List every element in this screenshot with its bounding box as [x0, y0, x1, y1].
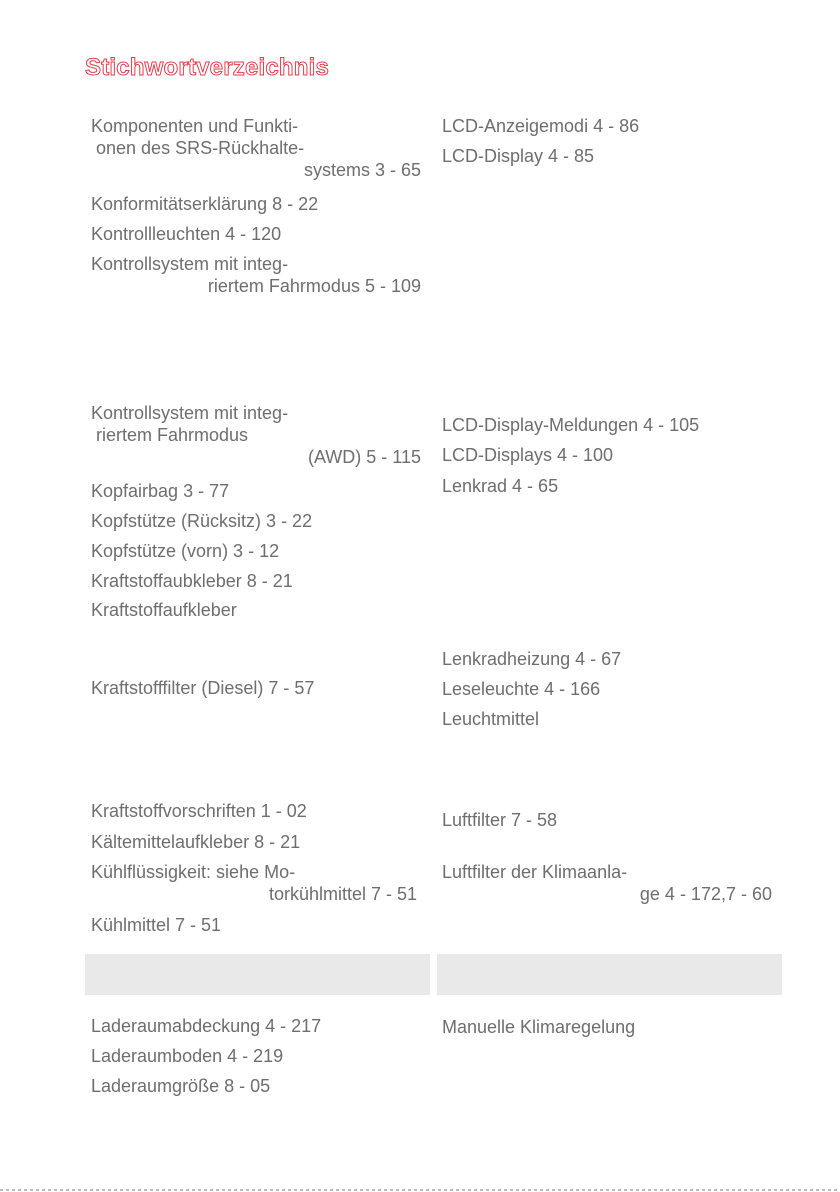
index-entry [91, 480, 229, 502]
index-entry [91, 570, 293, 592]
index-entry [91, 831, 300, 853]
index-entry [91, 115, 421, 181]
entry-line: Luftfilter der Klimaanla- [442, 862, 628, 882]
entry-line: torkühlmittel 7 - 51 [268, 884, 417, 904]
entry-line: Kraftstoffvorschriften 1 - 02 [91, 801, 307, 821]
entry-line: Luftfilter 7 - 58 [442, 810, 558, 830]
index-entry [442, 444, 613, 466]
index-entry [91, 914, 221, 936]
index-entry [91, 402, 421, 468]
entry-line: riertem Fahrmodus [91, 425, 249, 445]
index-entry [91, 677, 314, 699]
index-entry [91, 253, 421, 297]
index-entry [442, 145, 594, 167]
index-entry [91, 599, 237, 621]
index-entry [91, 1075, 270, 1097]
entry-line: Manuelle Klimaregelung [442, 1017, 636, 1037]
entry-line: Lenkradheizung 4 - 67 [442, 649, 622, 669]
entry-line: Kopfstütze (vorn) 3 - 12 [91, 541, 280, 561]
entry-line: Kältemittelaufkleber 8 - 21 [91, 832, 301, 852]
index-entry [442, 648, 621, 670]
entry-line: LCD-Anzeigemodi 4 - 86 [442, 116, 640, 136]
entry-line: Laderaumabdeckung 4 - 217 [91, 1016, 322, 1036]
index-entry [91, 223, 281, 245]
entry-line: Kopfairbag 3 - 77 [91, 481, 230, 501]
index-entry [442, 475, 558, 497]
entry-line: Konformitätserklärung 8 - 22 [91, 194, 319, 214]
entry-line: Lenkrad 4 - 65 [442, 476, 559, 496]
entry-line: Leseleuchte 4 - 166 [442, 679, 601, 699]
entry-line: Kontrollleuchten 4 - 120 [91, 224, 282, 244]
index-entry [442, 678, 600, 700]
index-entry [91, 540, 279, 562]
index-entry [442, 115, 639, 137]
index-entry [442, 861, 772, 905]
section-letter-band [437, 954, 782, 995]
entry-line: Kontrollsystem mit integ- [91, 403, 289, 423]
entry-line: riertem Fahrmodus 5 - 109 [207, 276, 421, 296]
entry-line: Laderaumboden 4 - 219 [91, 1046, 284, 1066]
index-entry [91, 1045, 283, 1067]
entry-line: Laderaumgröße 8 - 05 [91, 1076, 271, 1096]
entry-line: Kraftstoffaubkleber 8 - 21 [91, 571, 293, 591]
entry-line: Kopfstütze (Rücksitz) 3 - 22 [91, 511, 313, 531]
page-title: Stichwortverzeichnis [85, 54, 330, 81]
entry-line: LCD-Display-Meldungen 4 - 105 [442, 415, 700, 435]
entry-line: Kontrollsystem mit integ- [91, 254, 289, 274]
entry-line: Kühlflüssigkeit: siehe Mo- [91, 862, 296, 882]
entry-line: Kraftstoffaufkleber [91, 600, 237, 620]
entry-line: LCD-Displays 4 - 100 [442, 445, 614, 465]
entry-line: systems 3 - 65 [303, 160, 421, 180]
section-letter-band [85, 954, 430, 995]
index-entry [442, 1016, 635, 1038]
index-entry [442, 708, 539, 730]
index-entry [442, 414, 699, 436]
index-entry [91, 800, 307, 822]
entry-line: ge 4 - 172,7 - 60 [639, 884, 772, 904]
index-entry [91, 510, 312, 532]
index-entry [91, 1015, 321, 1037]
entry-line: onen des SRS-Rückhalte- [91, 138, 305, 158]
index-entry [442, 809, 557, 831]
entry-line: LCD-Display 4 - 85 [442, 146, 595, 166]
entry-line: Leuchtmittel [442, 709, 540, 729]
index-entry [91, 861, 417, 905]
index-entry [91, 193, 318, 215]
entry-line: Kühlmittel 7 - 51 [91, 915, 222, 935]
bottom-rule [0, 1189, 840, 1191]
entry-line: (AWD) 5 - 115 [307, 447, 421, 467]
entry-line: Kraftstofffilter (Diesel) 7 - 57 [91, 678, 315, 698]
entry-line: Komponenten und Funkti- [91, 116, 299, 136]
